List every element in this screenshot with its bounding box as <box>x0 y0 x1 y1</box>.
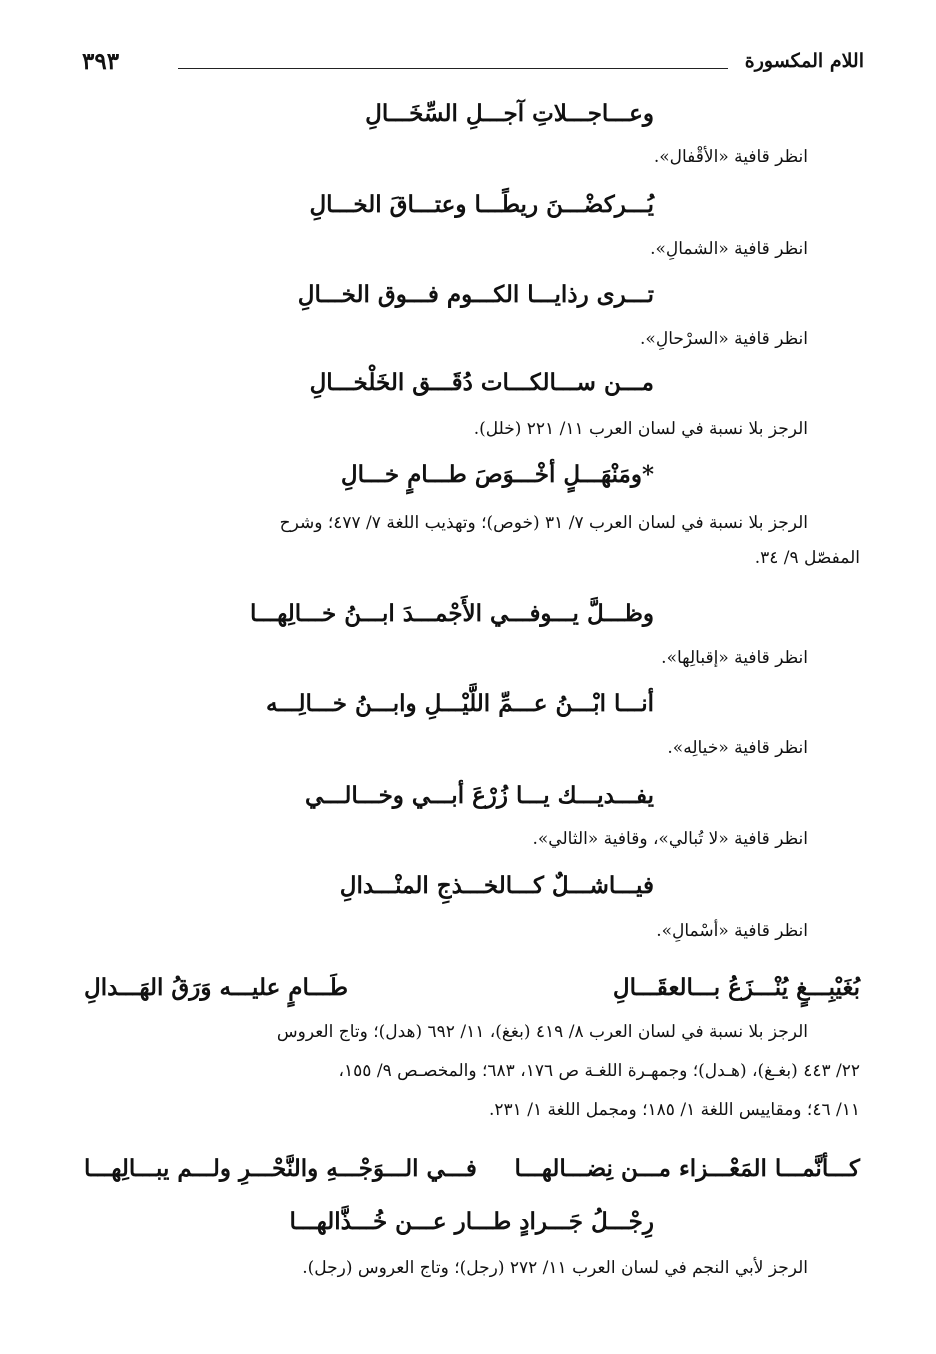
verse-second-line: رِجْـــلُ جَـــرادٍ طـــار عـــن خُـــذَّالهـــا <box>289 1208 654 1235</box>
note: انظر قافية «السرْحالِ». <box>640 329 808 349</box>
verse: وظـــلَّ يـــوفـــي الأَجْمـــدَ ابـــنُ خـــالِهـــا <box>249 600 654 627</box>
note-paragraph <box>78 506 808 540</box>
chapter-title: اللام المكسورة <box>744 50 864 72</box>
note: انظر قافية «إقبالِها». <box>661 648 808 668</box>
note: الرجز بلا نسبة في لسان العرب ١١/ ٢٢١ (خلل). <box>473 419 808 439</box>
verse: يفـــديـــك يـــا زُرْعَ أبـــي وخـــالـــي <box>304 782 654 809</box>
hemistich-left: فـــي الـــوَجْـــهِ والنَّحْـــرِ ولـــم يبـــالِهـــا <box>84 1155 477 1182</box>
note: انظر قافية «أسْمالِ». <box>656 921 808 941</box>
note-line: الرجز بلا نسبة في لسان العرب ٧/ ٣١ (خوص)؛ وتهذيب اللغة ٧/ ٤٧٧؛ وشرح <box>279 513 808 533</box>
hemistich-right: كـــأنَّمـــا المَعْـــزاء مـــن نِضـــالهـــا <box>514 1155 860 1182</box>
verse: تـــرى رذايـــا الكـــوم فـــوق الخـــالِ <box>297 281 654 308</box>
verse: مـــن ســـالكـــات دُقَـــق الخَلْخـــالِ <box>309 369 654 396</box>
running-header <box>82 44 864 88</box>
verse: *ومَنْهَـــلٍ أخْـــوَصَ طـــامٍ خـــالِ <box>340 461 654 488</box>
note-line: الرجز بلا نسبة في لسان العرب ٨/ ٤١٩ (بغغ)، ١١/ ٦٩٢ (هدل)؛ وتاج العروس <box>276 1022 808 1042</box>
verse: وعـــاجـــلاتِ آجـــلِ السِّخَـــالِ <box>365 100 654 127</box>
hemistich-left: طَـــامٍ عليـــه وَرَقُ الهَـــدالِ <box>84 974 349 1001</box>
verse: فيـــاشـــلٌ كـــالخـــذجِ المنْـــدالِ <box>339 872 654 899</box>
note: انظر قافية «الأقْفال». <box>653 147 808 167</box>
verse: يُـــركضْـــنَ ريطًـــا وعتـــاقَ الخـــالِ <box>309 191 654 218</box>
note-line: ٢٢/ ٤٤٣ (بغـغ)، (هـدل)؛ وجمهـرة اللغـة ص ١٧٦، ٦٨٣؛ والمخصـص ٩/ ١٥٥، <box>338 1061 860 1081</box>
note-line: ١١/ ٤٦؛ ومقاييس اللغة ١/ ١٨٥؛ ومجمل اللغة ١/ ٢٣١. <box>489 1100 860 1120</box>
header-rule <box>178 68 728 69</box>
page-number: ٣٩٣ <box>82 48 120 75</box>
verse: أنـــا ابْـــنُ عـــمِّ اللَّيْـــلِ وابـــنُ خـــالِـــه <box>265 690 654 717</box>
note-line: المفصّل ٩/ ٣٤. <box>754 548 860 568</box>
hemistich-right: بُغَيْبِـــغٍ يُنْـــزَعُ بـــالعقَـــالِ <box>612 974 860 1001</box>
note: الرجز لأبي النجم في لسان العرب ١١/ ٢٧٢ (رجل)؛ وتاج العروس (رجل). <box>302 1258 808 1278</box>
note: انظر قافية «خيالِه». <box>667 738 808 758</box>
note: انظر قافية «لا تُبالي»، وقافية «الثالي». <box>532 829 808 849</box>
note: انظر قافية «الشمالِ». <box>650 239 808 259</box>
